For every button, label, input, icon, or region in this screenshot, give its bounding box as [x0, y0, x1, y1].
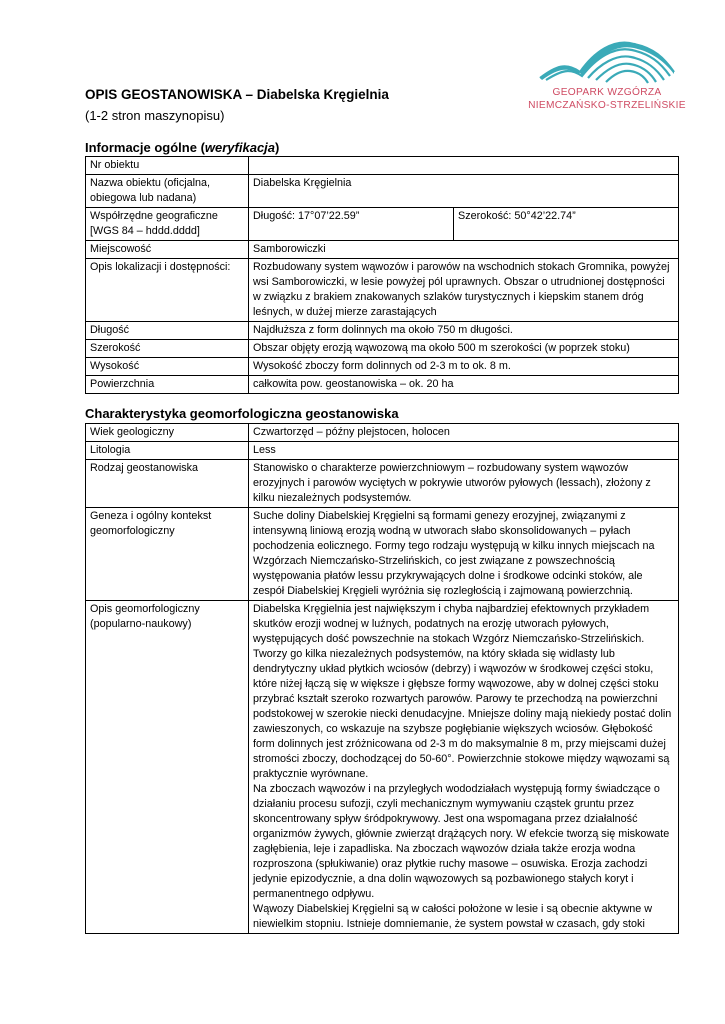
table-row — [86, 358, 679, 376]
label-cell: Rodzaj geostanowiska — [86, 460, 249, 508]
label-cell: Nazwa obiektu (oficjalna, obiegowa lub nadana) — [86, 175, 249, 208]
table-row — [86, 460, 679, 508]
table-row — [86, 157, 679, 175]
value-cell: Suche doliny Diabelskiej Kręgielni są formami genezy erozyjnej, związanymi z intensywną liniową erozją wodną w utworach słabo skonsolidowanych – pyłach pochodzenia eolicznego. Formy tego rodzaju występują w kilku innych miejscach na Wzgórzach Niemczańsko-Strzelińskich, co jest związane z powszechnością występowania płatów lessu przykrywających dolne i środkowe odcinki stoków, ale zespół Diabelskiej Kręgieli wyróżnia się rozległością i zajmowaną powierzchnią. — [249, 508, 679, 601]
general-info-table — [85, 156, 679, 394]
value-cell: Diabelska Kręgielnia jest największym i chyba najbardziej efektownych przykładem skutków erozji wodnej w luźnych, podatnych na erozję utworach pyłowych, występujących dość powszechnie na stokach Wzgórz Niemczańsko-Strzelińskich. Tworzy go kilka niezależnych podsystemów, na który składa się widlasty lub dendrytyczny układ płytkich wciosów (debrzy) i wąwozów w środkowej części stoku, które niżej łączą się w większe i głębsze formy wąwozowe, aby w dolnej części stoku przybrać kształt szeroko rozwartych parowów. Parowy te przechodzą na powierzchni podstokowej w szerokie niecki denudacyjne. Mniejsze doliny mają niekiedy postać dolin zawieszonych, co wskazuje na szybsze pogłębianie większych wciosów. Głębokość form dolinnych jest zróżnicowana od 2-3 m do maksymalnie 8 m, przy miejscami dużej stromości zboczy, dochodzącej do 50-60°. Powierzchnie stokowe między wąwozami są praktycznie wyrównane. Na zboczach wąwozów i na przyległych wododziałach występują formy świadczące o działaniu procesu sufozji, czyli mechanicznym wymywaniu cząstek gruntu przez skoncentrowany spływ śródpokrywowy. Jest ona wspomagana przez działalność organizmów żywych, głównie zwierząt drążących nory. W efekcie tworzą się miskowate zagłębienia, leje i zapadliska. Na zboczach wąwozów działa także erozja wodna rozproszona (spłukiwanie) oraz płytkie ruchy masowe – osuwiska. Erozja zachodzi jedynie epizodycznie, a dna dolin wąwozowych są pozbawionego stałych koryt i permanentnego odpływu. Wąwozy Diabelskiej Kręgielni są w całości położone w lesie i są obecnie aktywne w niewielkim stopniu. Istnieje domniemanie, że system powstał w czasach, gdy stoki — [249, 601, 679, 934]
label-cell: Szerokość — [86, 340, 249, 358]
table-row — [86, 424, 679, 442]
table-row — [86, 340, 679, 358]
section-heading-geomorphology: Charakterystyka geomorfologiczna geostanowiska — [85, 406, 399, 421]
value-cell: Less — [249, 442, 679, 460]
section-heading-general — [85, 140, 279, 155]
value-cell: całkowita pow. geostanowiska – ok. 20 ha — [249, 376, 679, 394]
value-cell — [249, 157, 679, 175]
label-cell: Powierzchnia — [86, 376, 249, 394]
label-cell: Opis lokalizacji i dostępności: — [86, 259, 249, 322]
table-row — [86, 508, 679, 601]
table-row — [86, 175, 679, 208]
geopark-hills-icon — [536, 28, 678, 86]
value-cell: Rozbudowany system wąwozów i parowów na wschodnich stokach Gromnika, powyżej wsi Samborowiczki, w lesie powyżej pól uprawnych. Obszar o utrudnionej dostępności w związku z brakiem znakowanych szlaków turystycznych i kiepskim stanem dróg leśnych, w dużej mierze zarastających — [249, 259, 679, 322]
logo-line-2: NIEMCZAŃSKO-STRZELIŃSKIE — [528, 100, 686, 111]
label-cell: Miejscowość — [86, 241, 249, 259]
label-cell: Nr obiektu — [86, 157, 249, 175]
heading-suffix: ) — [275, 140, 280, 155]
document-subtitle: (1-2 stron maszynopisu) — [85, 108, 225, 123]
heading-italic: weryfikacja — [204, 140, 276, 155]
geomorphology-table — [85, 423, 679, 934]
document-title: OPIS GEOSTANOWISKA – Diabelska Kręgielnia — [85, 87, 389, 102]
heading-prefix: Informacje ogólne ( — [85, 140, 205, 155]
table-row — [86, 241, 679, 259]
label-cell: Wysokość — [86, 358, 249, 376]
table-row — [86, 442, 679, 460]
value-cell: Najdłuższa z form dolinnych ma około 750 m długości. — [249, 322, 679, 340]
table-row — [86, 322, 679, 340]
longitude-cell: Długość: 17°07’22.59” — [249, 208, 454, 241]
table-row — [86, 208, 679, 241]
value-cell: Obszar objęty erozją wąwozową ma około 500 m szerokości (w poprzek stoku) — [249, 340, 679, 358]
value-cell: Diabelska Kręgielnia — [249, 175, 679, 208]
table-row — [86, 259, 679, 322]
label-cell: Litologia — [86, 442, 249, 460]
label-cell: Długość — [86, 322, 249, 340]
value-cell: Stanowisko o charakterze powierzchniowym – rozbudowany system wąwozów erozyjnych i parowów wyciętych w pokrywie utworów pyłowych (lessach), złożony z kilku niezależnych podsystemów. — [249, 460, 679, 508]
label-cell: Opis geomorfologiczny (popularno-naukowy) — [86, 601, 249, 934]
value-cell: Wysokość zboczy form dolinnych od 2-3 m to ok. 8 m. — [249, 358, 679, 376]
value-cell: Samborowiczki — [249, 241, 679, 259]
logo-line-1: GEOPARK WZGÓRZA — [552, 87, 662, 98]
table-row — [86, 601, 679, 934]
label-cell: Geneza i ogólny kontekst geomorfologiczny — [86, 508, 249, 601]
geopark-logo — [528, 28, 688, 114]
label-cell: Wiek geologiczny — [86, 424, 249, 442]
table-row — [86, 376, 679, 394]
value-cell: Czwartorzęd – późny plejstocen, holocen — [249, 424, 679, 442]
label-cell: Współrzędne geograficzne [WGS 84 – hddd.dddd] — [86, 208, 249, 241]
latitude-cell: Szerokość: 50°42’22.74” — [454, 208, 679, 241]
